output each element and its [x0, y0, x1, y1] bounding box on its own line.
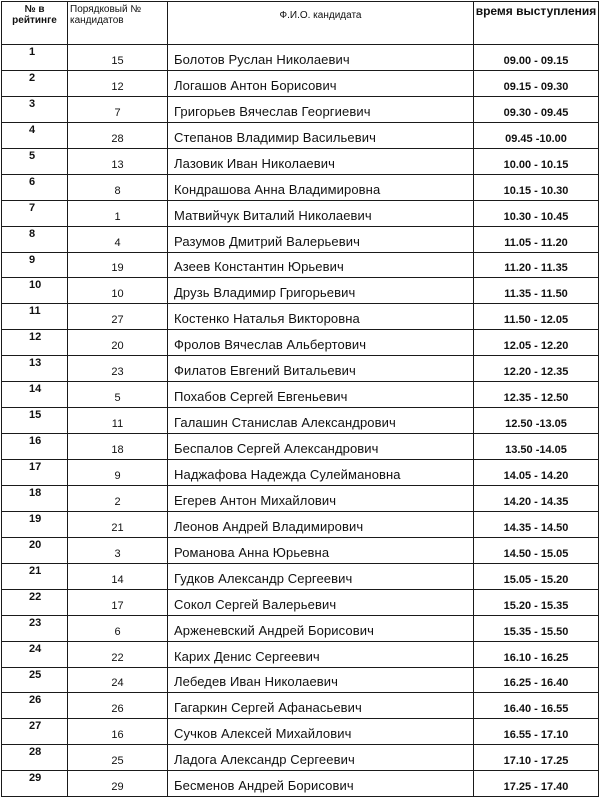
- candidate-name-cell: Гудков Александр Сергеевич: [168, 563, 474, 589]
- table-row: [2, 615, 599, 641]
- header-performance-time: время выступления: [474, 2, 599, 45]
- candidate-name-cell: Романова Анна Юрьевна: [168, 537, 474, 563]
- order-number-cell: 20: [68, 330, 168, 356]
- candidate-name-cell: Степанов Владимир Васильевич: [168, 122, 474, 148]
- candidate-name-cell: Матвийчук Виталий Николаевич: [168, 200, 474, 226]
- time-slot-cell: 16.55 - 17.10: [474, 719, 599, 745]
- rank-cell: 16: [2, 434, 68, 460]
- table-row: [2, 278, 599, 304]
- order-number-cell: 3: [68, 537, 168, 563]
- table-row: [2, 771, 599, 797]
- candidate-name-cell: Наджафова Надежда Сулеймановна: [168, 460, 474, 486]
- order-number-cell: 1: [68, 200, 168, 226]
- table-row: [2, 304, 599, 330]
- candidates-schedule-table: [1, 1, 599, 797]
- table-row: [2, 693, 599, 719]
- time-slot-cell: 13.50 -14.05: [474, 434, 599, 460]
- time-slot-cell: 10.00 - 10.15: [474, 148, 599, 174]
- rank-cell: 2: [2, 70, 68, 96]
- time-slot-cell: 09.30 - 09.45: [474, 96, 599, 122]
- time-slot-cell: 17.10 - 17.25: [474, 745, 599, 771]
- time-slot-cell: 12.05 - 12.20: [474, 330, 599, 356]
- table-row: [2, 434, 599, 460]
- candidate-name-cell: Фролов Вячеслав Альбертович: [168, 330, 474, 356]
- candidate-name-cell: Гагаркин Сергей Афанасьевич: [168, 693, 474, 719]
- order-number-cell: 19: [68, 252, 168, 278]
- rank-cell: 14: [2, 382, 68, 408]
- rank-cell: 3: [2, 96, 68, 122]
- rank-cell: 28: [2, 745, 68, 771]
- order-number-cell: 10: [68, 278, 168, 304]
- candidate-name-cell: Егерев Антон Михайлович: [168, 485, 474, 511]
- candidate-name-cell: Галашин Станислав Александрович: [168, 408, 474, 434]
- order-number-cell: 26: [68, 693, 168, 719]
- time-slot-cell: 11.35 - 11.50: [474, 278, 599, 304]
- candidate-name-cell: Азеев Константин Юрьевич: [168, 252, 474, 278]
- time-slot-cell: 16.40 - 16.55: [474, 693, 599, 719]
- rank-cell: 23: [2, 615, 68, 641]
- order-number-cell: 2: [68, 485, 168, 511]
- table-row: [2, 537, 599, 563]
- order-number-cell: 28: [68, 122, 168, 148]
- candidate-name-cell: Логашов Антон Борисович: [168, 70, 474, 96]
- table-row: [2, 122, 599, 148]
- time-slot-cell: 14.20 - 14.35: [474, 485, 599, 511]
- table-row: [2, 70, 599, 96]
- candidate-name-cell: Разумов Дмитрий Валерьевич: [168, 226, 474, 252]
- table-row: [2, 485, 599, 511]
- candidate-name-cell: Бесменов Андрей Борисович: [168, 771, 474, 797]
- order-number-cell: 24: [68, 667, 168, 693]
- table-row: [2, 667, 599, 693]
- rank-cell: 26: [2, 693, 68, 719]
- time-slot-cell: 09.45 -10.00: [474, 122, 599, 148]
- candidate-name-cell: Лазовик Иван Николаевич: [168, 148, 474, 174]
- rank-cell: 4: [2, 122, 68, 148]
- order-number-cell: 12: [68, 70, 168, 96]
- table-row: [2, 330, 599, 356]
- candidate-name-cell: Филатов Евгений Витальевич: [168, 356, 474, 382]
- header-order-number: Порядковый № кандидатов: [68, 2, 168, 45]
- order-number-cell: 11: [68, 408, 168, 434]
- candidate-name-cell: Костенко Наталья Викторовна: [168, 304, 474, 330]
- rank-cell: 7: [2, 200, 68, 226]
- time-slot-cell: 15.35 - 15.50: [474, 615, 599, 641]
- time-slot-cell: 14.50 - 15.05: [474, 537, 599, 563]
- candidate-name-cell: Ладога Александр Сергеевич: [168, 745, 474, 771]
- order-number-cell: 5: [68, 382, 168, 408]
- table-row: [2, 408, 599, 434]
- table-row: [2, 148, 599, 174]
- order-number-cell: 14: [68, 563, 168, 589]
- rank-cell: 17: [2, 460, 68, 486]
- candidate-name-cell: Сучков Алексей Михайлович: [168, 719, 474, 745]
- order-number-cell: 15: [68, 45, 168, 71]
- order-number-cell: 25: [68, 745, 168, 771]
- table-row: [2, 460, 599, 486]
- rank-cell: 1: [2, 45, 68, 71]
- candidate-name-cell: Леонов Андрей Владимирович: [168, 511, 474, 537]
- table-row: [2, 96, 599, 122]
- table-row: [2, 356, 599, 382]
- candidate-name-cell: Беспалов Сергей Александрович: [168, 434, 474, 460]
- time-slot-cell: 12.35 - 12.50: [474, 382, 599, 408]
- rank-cell: 6: [2, 174, 68, 200]
- rank-cell: 27: [2, 719, 68, 745]
- order-number-cell: 6: [68, 615, 168, 641]
- candidate-name-cell: Карих Денис Сергеевич: [168, 641, 474, 667]
- candidate-name-cell: Лебедев Иван Николаевич: [168, 667, 474, 693]
- rank-cell: 9: [2, 252, 68, 278]
- candidate-name-cell: Григорьев Вячеслав Георгиевич: [168, 96, 474, 122]
- order-number-cell: 27: [68, 304, 168, 330]
- time-slot-cell: 15.05 - 15.20: [474, 563, 599, 589]
- rank-cell: 19: [2, 511, 68, 537]
- table-row: [2, 641, 599, 667]
- header-rank: № в рейтинге: [2, 2, 68, 45]
- table-row: [2, 589, 599, 615]
- time-slot-cell: 10.15 - 10.30: [474, 174, 599, 200]
- order-number-cell: 17: [68, 589, 168, 615]
- rank-cell: 22: [2, 589, 68, 615]
- rank-cell: 18: [2, 485, 68, 511]
- time-slot-cell: 10.30 - 10.45: [474, 200, 599, 226]
- time-slot-cell: 12.50 -13.05: [474, 408, 599, 434]
- candidate-name-cell: Кондрашова Анна Владимировна: [168, 174, 474, 200]
- order-number-cell: 13: [68, 148, 168, 174]
- time-slot-cell: 16.25 - 16.40: [474, 667, 599, 693]
- time-slot-cell: 09.15 - 09.30: [474, 70, 599, 96]
- order-number-cell: 4: [68, 226, 168, 252]
- table-row: [2, 174, 599, 200]
- rank-cell: 25: [2, 667, 68, 693]
- time-slot-cell: 11.05 - 11.20: [474, 226, 599, 252]
- order-number-cell: 29: [68, 771, 168, 797]
- table-row: [2, 200, 599, 226]
- candidate-name-cell: Похабов Сергей Евгеньевич: [168, 382, 474, 408]
- rank-cell: 24: [2, 641, 68, 667]
- time-slot-cell: 14.35 - 14.50: [474, 511, 599, 537]
- time-slot-cell: 09.00 - 09.15: [474, 45, 599, 71]
- order-number-cell: 8: [68, 174, 168, 200]
- order-number-cell: 21: [68, 511, 168, 537]
- candidate-name-cell: Сокол Сергей Валерьевич: [168, 589, 474, 615]
- table-row: [2, 382, 599, 408]
- table-row: [2, 511, 599, 537]
- table-row: [2, 745, 599, 771]
- rank-cell: 11: [2, 304, 68, 330]
- rank-cell: 13: [2, 356, 68, 382]
- time-slot-cell: 16.10 - 16.25: [474, 641, 599, 667]
- table-row: [2, 563, 599, 589]
- order-number-cell: 9: [68, 460, 168, 486]
- time-slot-cell: 11.50 - 12.05: [474, 304, 599, 330]
- candidate-name-cell: Арженевский Андрей Борисович: [168, 615, 474, 641]
- candidate-name-cell: Друзь Владимир Григорьевич: [168, 278, 474, 304]
- rank-cell: 8: [2, 226, 68, 252]
- table-body: [2, 45, 599, 797]
- order-number-cell: 18: [68, 434, 168, 460]
- time-slot-cell: 17.25 - 17.40: [474, 771, 599, 797]
- order-number-cell: 22: [68, 641, 168, 667]
- order-number-cell: 23: [68, 356, 168, 382]
- rank-cell: 20: [2, 537, 68, 563]
- rank-cell: 15: [2, 408, 68, 434]
- rank-cell: 21: [2, 563, 68, 589]
- time-slot-cell: 11.20 - 11.35: [474, 252, 599, 278]
- rank-cell: 29: [2, 771, 68, 797]
- table-row: [2, 719, 599, 745]
- table-row: [2, 226, 599, 252]
- rank-cell: 10: [2, 278, 68, 304]
- order-number-cell: 7: [68, 96, 168, 122]
- order-number-cell: 16: [68, 719, 168, 745]
- header-candidate-name: Ф.И.О. кандидата: [168, 2, 474, 45]
- header-row: [2, 2, 599, 45]
- time-slot-cell: 15.20 - 15.35: [474, 589, 599, 615]
- rank-cell: 5: [2, 148, 68, 174]
- table-row: [2, 45, 599, 71]
- rank-cell: 12: [2, 330, 68, 356]
- candidate-name-cell: Болотов Руслан Николаевич: [168, 45, 474, 71]
- time-slot-cell: 12.20 - 12.35: [474, 356, 599, 382]
- table-row: [2, 252, 599, 278]
- time-slot-cell: 14.05 - 14.20: [474, 460, 599, 486]
